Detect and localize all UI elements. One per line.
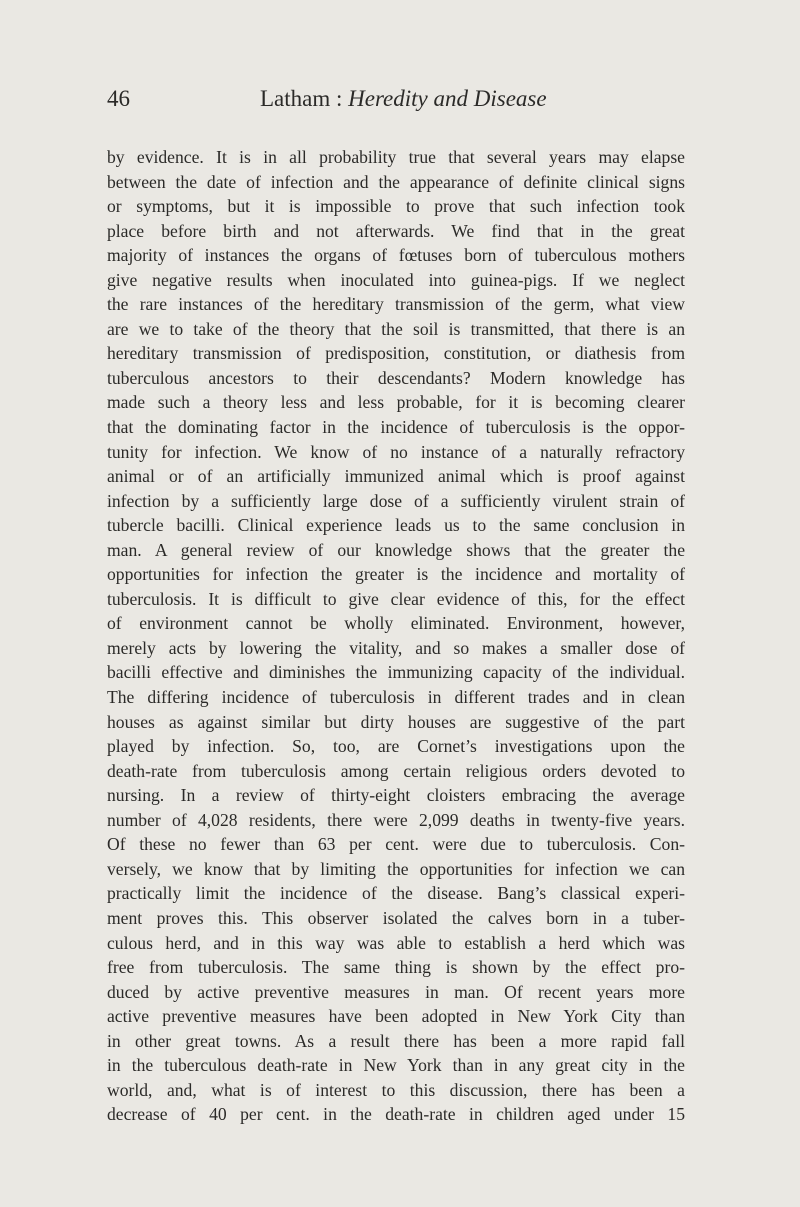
running-head bbox=[107, 86, 685, 120]
text-line: active preventive measures have been adopted in New York City than bbox=[107, 1006, 685, 1027]
text-line: nursing. In a review of thirty-eight cloisters embracing the average bbox=[107, 785, 685, 806]
text-line: ment proves this. This observer isolated the calves born in a tuber- bbox=[107, 907, 685, 928]
body-text bbox=[107, 145, 685, 1127]
text-line: duced by active preventive measures in man. Of recent years more bbox=[107, 981, 685, 1002]
text-line: death-rate from tuberculosis among certain religious orders devoted to bbox=[107, 760, 685, 781]
text-line: that the dominating factor in the incidence of tuberculosis is the oppor- bbox=[107, 417, 685, 438]
text-line: versely, we know that by limiting the opportunities for infection we can bbox=[107, 858, 685, 879]
author-name: Latham bbox=[260, 86, 331, 111]
text-line: houses as against similar but dirty houses are suggestive of the part bbox=[107, 711, 685, 732]
text-line: decrease of 40 per cent. in the death-rate in children aged under 15 bbox=[107, 1104, 685, 1125]
text-line: culous herd, and in this way was able to establish a herd which was bbox=[107, 932, 685, 953]
text-line: infection by a sufficiently large dose of a sufficiently virulent strain of bbox=[107, 490, 685, 511]
text-line: number of 4,028 residents, there were 2,099 deaths in twenty-five years. bbox=[107, 809, 685, 830]
text-line: tuberculosis. It is difficult to give clear evidence of this, for the effect bbox=[107, 588, 685, 609]
title-separator: : bbox=[330, 86, 349, 111]
running-title bbox=[260, 86, 547, 112]
text-line: practically limit the incidence of the disease. Bang’s classical experi- bbox=[107, 883, 685, 904]
text-line: majority of instances the organs of fœtuses born of tuberculous mothers bbox=[107, 245, 685, 266]
text-line: between the date of infection and the appearance of definite clinical signs bbox=[107, 171, 685, 192]
text-line: by evidence. It is in all probability true that several years may elapse bbox=[107, 147, 685, 167]
text-line: of environment cannot be wholly eliminated. Environment, however, bbox=[107, 613, 685, 634]
text-line: place before birth and not afterwards. We find that in the great bbox=[107, 220, 685, 241]
text-line: played by infection. So, too, are Cornet’s investigations upon the bbox=[107, 736, 685, 757]
text-line: The differing incidence of tuberculosis in different trades and in clean bbox=[107, 687, 685, 708]
text-line: free from tuberculosis. The same thing is shown by the effect pro- bbox=[107, 957, 685, 978]
page-number: 46 bbox=[107, 86, 130, 111]
text-line: hereditary transmission of predisposition, constitution, or diathesis from bbox=[107, 343, 685, 364]
book-title: Heredity and Disease bbox=[348, 86, 547, 111]
text-line: are we to take of the theory that the soil is transmitted, that there is an bbox=[107, 318, 685, 339]
text-line: in the tuberculous death-rate in New York than in any great city in the bbox=[107, 1055, 685, 1076]
text-line: tuberculous ancestors to their descendants? Modern knowledge has bbox=[107, 367, 685, 388]
text-line: or symptoms, but it is impossible to prove that such infection took bbox=[107, 196, 685, 217]
text-line: man. A general review of our knowledge shows that the greater the bbox=[107, 539, 685, 560]
text-line: made such a theory less and less probable, for it is becoming clearer bbox=[107, 392, 685, 413]
text-line: the rare instances of the hereditary transmission of the germ, what view bbox=[107, 294, 685, 315]
text-line: tunity for infection. We know of no instance of a naturally refractory bbox=[107, 441, 685, 462]
text-line: Of these no fewer than 63 per cent. were due to tuberculosis. Con- bbox=[107, 834, 685, 855]
text-line: tubercle bacilli. Clinical experience leads us to the same conclusion in bbox=[107, 515, 685, 536]
text-line: give negative results when inoculated into guinea-pigs. If we neglect bbox=[107, 269, 685, 290]
text-line: bacilli effective and diminishes the immunizing capacity of the individual. bbox=[107, 662, 685, 683]
text-line: opportunities for infection the greater is the incidence and mortality of bbox=[107, 564, 685, 585]
text-line: in other great towns. As a result there has been a more rapid fall bbox=[107, 1030, 685, 1051]
text-line: merely acts by lowering the vitality, and so makes a smaller dose of bbox=[107, 637, 685, 658]
text-line: animal or of an artificially immunized animal which is proof against bbox=[107, 466, 685, 487]
text-line: world, and, what is of interest to this discussion, there has been a bbox=[107, 1079, 685, 1100]
